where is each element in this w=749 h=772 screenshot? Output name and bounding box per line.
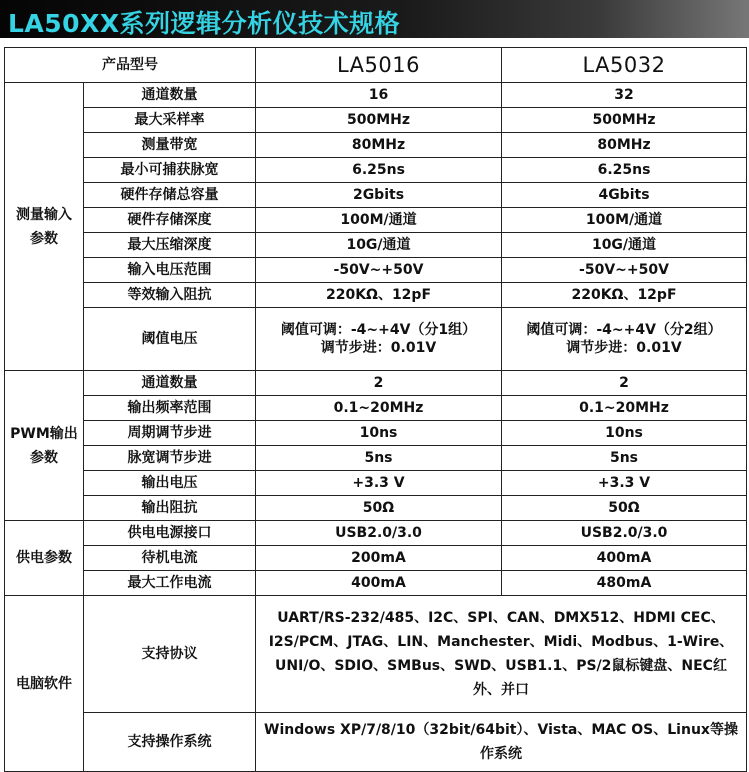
table-row (5, 596, 747, 713)
spec-value-la5032: USB2.0/3.0 (502, 521, 747, 546)
spec-value-la5016: 5ns (256, 446, 502, 471)
spec-name: 周期调节步进 (84, 421, 256, 446)
threshold-range: 阈值可调：-4~+4V（分2组） (526, 322, 722, 338)
threshold-step: 调节步进：0.01V (320, 340, 437, 356)
group-power: 供电参数 (5, 521, 84, 596)
table-row (5, 471, 747, 496)
spec-name: 支持操作系统 (84, 713, 256, 772)
table-row (5, 521, 747, 546)
model-la5032: LA5032 (502, 48, 747, 83)
spec-name: 最大采样率 (84, 108, 256, 133)
table-row (5, 283, 747, 308)
table-row (5, 371, 747, 396)
table-row (5, 208, 747, 233)
spec-name: 供电电源接口 (84, 521, 256, 546)
spec-value-la5032: 50Ω (502, 496, 747, 521)
table-row (5, 571, 747, 596)
spec-value-la5032: 100M/通道 (502, 208, 747, 233)
table-row (5, 183, 747, 208)
table-row (5, 308, 747, 371)
spec-value-la5016: 80MHz (256, 133, 502, 158)
table-row (5, 258, 747, 283)
table-row (5, 421, 747, 446)
spec-value-la5016: USB2.0/3.0 (256, 521, 502, 546)
spec-name: 通道数量 (84, 371, 256, 396)
spec-value-la5032: 6.25ns (502, 158, 747, 183)
table-row (5, 108, 747, 133)
spec-value-la5032 (502, 308, 747, 371)
os-list: Windows XP/7/8/10（32bit/64bit）、Vista、MAC OS、Linux等操作系统 (256, 713, 747, 772)
spec-value-la5016: 2 (256, 371, 502, 396)
spec-value-la5032: 4Gbits (502, 183, 747, 208)
spec-value-la5032: 2 (502, 371, 747, 396)
spec-value-la5016: 100M/通道 (256, 208, 502, 233)
spec-value-la5032: 480mA (502, 571, 747, 596)
model-la5016: LA5016 (256, 48, 502, 83)
spec-name: 等效输入阻抗 (84, 283, 256, 308)
group-label-line: 测量输入 (16, 206, 72, 223)
spec-value-la5032: 400mA (502, 546, 747, 571)
table-row (5, 396, 747, 421)
spec-value-la5016: 0.1~20MHz (256, 396, 502, 421)
spec-name: 输出电压 (84, 471, 256, 496)
spec-name: 支持协议 (84, 596, 256, 713)
spec-value-la5032: 0.1~20MHz (502, 396, 747, 421)
spec-name: 通道数量 (84, 83, 256, 108)
spec-name: 输出频率范围 (84, 396, 256, 421)
group-label-line: PWM输出 (10, 425, 78, 442)
threshold-range: 阈值可调：-4~+4V（分1组） (280, 322, 477, 338)
group-pwm-output (5, 371, 84, 521)
spec-name: 最小可捕获脉宽 (84, 158, 256, 183)
table-row (5, 233, 747, 258)
spec-value-la5016: 200mA (256, 546, 502, 571)
spec-value-la5016: 6.25ns (256, 158, 502, 183)
spec-value-la5032: 5ns (502, 446, 747, 471)
spec-value-la5016: 10ns (256, 421, 502, 446)
spec-value-la5032: +3.3 V (502, 471, 747, 496)
header-row (5, 48, 747, 83)
spec-value-la5016: 10G/通道 (256, 233, 502, 258)
group-measure-input (5, 83, 84, 371)
spec-value-la5032: 500MHz (502, 108, 747, 133)
spec-name: 输入电压范围 (84, 258, 256, 283)
spec-value-la5032: 220KΩ、12pF (502, 283, 747, 308)
spec-name: 最大工作电流 (84, 571, 256, 596)
spec-name: 硬件存储深度 (84, 208, 256, 233)
table-row (5, 83, 747, 108)
title-banner (0, 0, 749, 38)
spec-name: 输出阻抗 (84, 496, 256, 521)
group-software: 电脑软件 (5, 596, 84, 772)
table-row (5, 713, 747, 772)
spec-value-la5016 (256, 308, 502, 371)
spec-value-la5016: 220KΩ、12pF (256, 283, 502, 308)
spec-value-la5032: 32 (502, 83, 747, 108)
spec-value-la5016: 16 (256, 83, 502, 108)
spec-value-la5016: 500MHz (256, 108, 502, 133)
spec-value-la5016: -50V~+50V (256, 258, 502, 283)
spec-name: 测量带宽 (84, 133, 256, 158)
spec-name: 硬件存储总容量 (84, 183, 256, 208)
spec-name: 脉宽调节步进 (84, 446, 256, 471)
spec-value-la5016: 400mA (256, 571, 502, 596)
page-title: LA50XX系列逻辑分析仪技术规格 (8, 9, 401, 38)
spec-value-la5032: 80MHz (502, 133, 747, 158)
spec-value-la5032: 10ns (502, 421, 747, 446)
table-row (5, 496, 747, 521)
table-row (5, 546, 747, 571)
spec-value-la5016: 50Ω (256, 496, 502, 521)
table-row (5, 133, 747, 158)
spec-table (4, 47, 747, 772)
threshold-step: 调节步进：0.01V (566, 340, 682, 356)
group-label-line: 参数 (30, 449, 58, 466)
spec-name: 阈值电压 (84, 308, 256, 371)
group-label-line: 参数 (30, 230, 58, 247)
model-header-label: 产品型号 (5, 48, 256, 83)
spec-value-la5016: 2Gbits (256, 183, 502, 208)
spec-name: 待机电流 (84, 546, 256, 571)
spec-value-la5016: +3.3 V (256, 471, 502, 496)
table-row (5, 446, 747, 471)
spec-name: 最大压缩深度 (84, 233, 256, 258)
spec-value-la5032: 10G/通道 (502, 233, 747, 258)
spec-value-la5032: -50V~+50V (502, 258, 747, 283)
table-row (5, 158, 747, 183)
protocol-list: UART/RS-232/485、I2C、SPI、CAN、DMX512、HDMI CEC、I2S/PCM、JTAG、LIN、Manchester、Midi、Modbus、1-Wire、UNI/O、SDIO、SMBus、SWD、USB1.1、PS/2鼠标键盘、NEC红外、并口 (256, 596, 747, 713)
